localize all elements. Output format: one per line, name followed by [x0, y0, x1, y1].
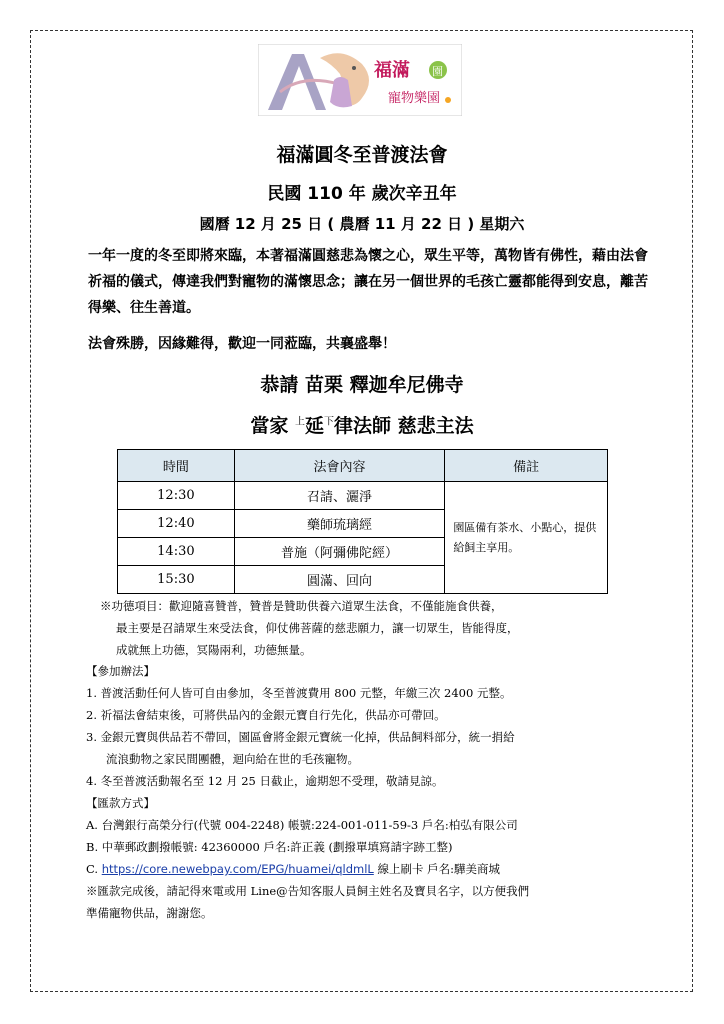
event-title: 福滿圓冬至普渡法會 — [276, 144, 448, 166]
invite-temple: 恭請 苗栗 釋迦牟尼佛寺 — [260, 374, 464, 396]
participate-header: 【參加辦法】 — [86, 664, 155, 678]
row-time: 15:30 — [118, 566, 235, 594]
row-content: 普施（阿彌佛陀經） — [234, 538, 445, 566]
merit-line: 最主要是召請眾生來受法食，仰仗佛菩薩的慈悲願力，讓一切眾生，皆能得度， — [116, 621, 519, 635]
row-note: 園區備有茶水、小點心，提供給飼主享用。 — [445, 482, 608, 594]
event-date: 國曆 12 月 25 日 ( 農曆 11 月 22 日 ) 星期六 — [199, 215, 525, 233]
payment-postal: B. 中華郵政劃撥帳號: 42360000 戶名:許正義 (劃撥單填寫請字跡工整) — [86, 840, 453, 854]
svg-text:園: 園 — [432, 65, 443, 78]
payment-header: 【匯款方式】 — [86, 796, 155, 810]
row-content: 圓滿、回向 — [234, 566, 445, 594]
svg-text:寵物樂園: 寵物樂園 — [388, 91, 441, 106]
participate-item-cont: 流浪動物之家民間團體，迴向給在世的毛孩寵物。 — [106, 752, 359, 766]
merit-line: 成就無上功德，冥陽兩利，功德無量。 — [116, 643, 312, 657]
merit-line: ※功德項目：歡迎隨喜贊普，贊普是贊助供養六道眾生法食，不僅能施食供養， — [100, 599, 503, 613]
header-content: 法會內容 — [234, 450, 445, 482]
header-time: 時間 — [118, 450, 235, 482]
event-year: 民國 110 年 歲次辛丑年 — [267, 184, 457, 204]
svg-text:福滿: 福滿 — [374, 60, 410, 81]
header-note: 備註 — [445, 450, 608, 482]
payment-note: 準備寵物供品，謝謝您。 — [86, 906, 213, 920]
schedule-table — [117, 449, 608, 594]
participate-item: 3. 金銀元寶與供品若不帶回，園區會將金銀元寶統一化掉，供品飼料部分，統一捐給 — [86, 730, 515, 744]
row-content: 藥師琉璃經 — [234, 510, 445, 538]
payment-online: C. https://core.newebpay.com/EPG/huamei/qldmlL 線上刷卡 戶名:驊美商城 — [86, 862, 500, 876]
participate-item: 4. 冬至普渡活動報名至 12 月 25 日截止，逾期恕不受理，敬請見諒。 — [86, 774, 444, 788]
payment-note: ※匯款完成後，請記得來電或用 Line@告知客服人員飼主姓名及寶貝名字，以方便我們 — [86, 884, 530, 898]
row-time: 12:30 — [118, 482, 235, 510]
payment-link[interactable]: https://core.newebpay.com/EPG/huamei/qldmlL — [101, 862, 374, 876]
table-header-row — [118, 450, 608, 482]
intro-closing: 法會殊勝，因緣難得，歡迎一同蒞臨，共襄盛舉！ — [88, 336, 396, 352]
participate-item: 2. 祈福法會結束後，可將供品內的金銀元寶自行先化，供品亦可帶回。 — [86, 708, 446, 722]
payment-bank: A. 台灣銀行高榮分行(代號 004-2248) 帳號:224-001-011-59-3 戶名:柏弘有限公司 — [86, 818, 518, 832]
participate-item: 1. 普渡活動任何人皆可自由參加，冬至普渡費用 800 元整，年繳三次 2400 元整。 — [86, 686, 512, 700]
row-time: 14:30 — [118, 538, 235, 566]
row-content: 召請、灑淨 — [234, 482, 445, 510]
intro-paragraph: 一年一度的冬至即將來臨，本著福滿圓慈悲為懷之心，眾生平等，萬物皆有佛性，藉由法會祈福的儀式，傳達我們對寵物的滿懷思念；讓在另一個世界的毛孩亡靈都能得到安息，離苦得樂、往生善道。 — [88, 248, 648, 316]
pet-park-logo — [258, 44, 462, 116]
table-row — [118, 482, 608, 510]
invite-master: 當家 $^上$延$^下$律法師 慈悲主法 — [250, 415, 474, 437]
row-time: 12:40 — [118, 510, 235, 538]
